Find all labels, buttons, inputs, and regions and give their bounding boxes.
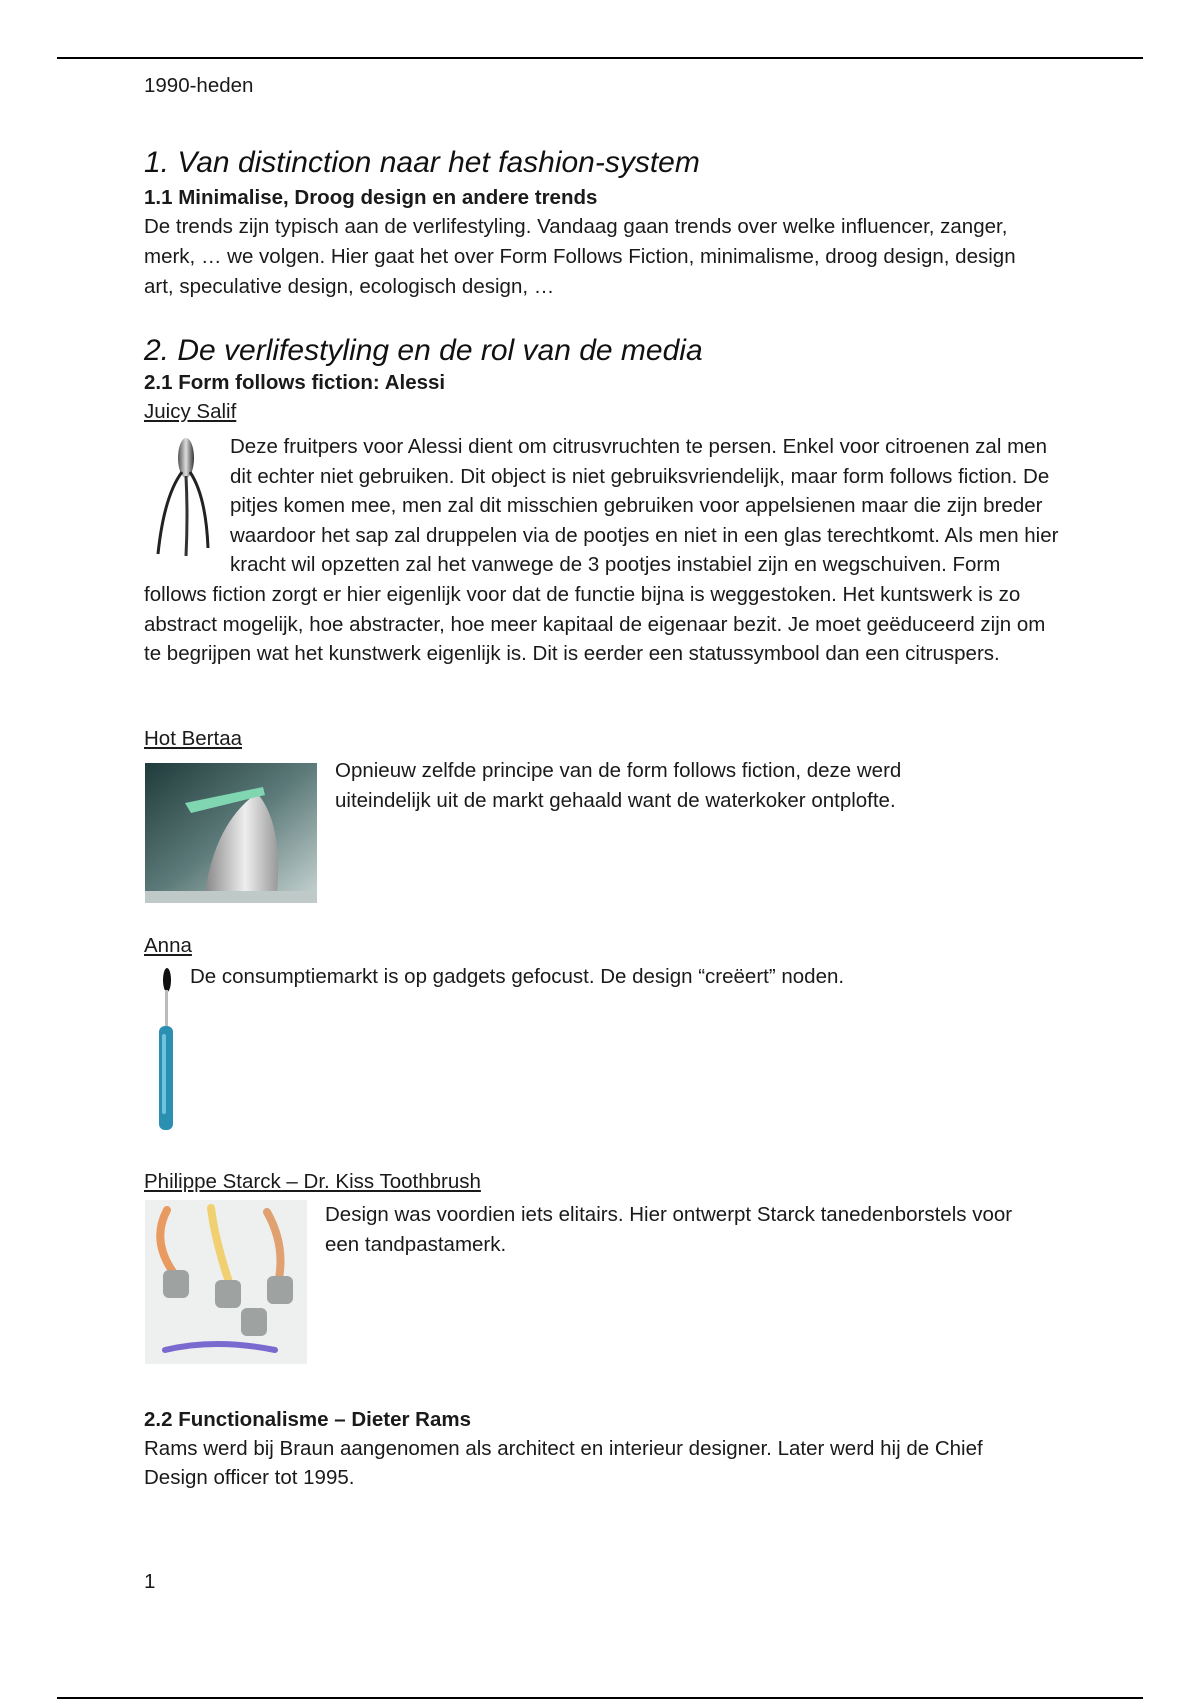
hot-bertaa-text: Opnieuw zelfde principe van de form follows fiction, deze werd uiteindelijk uit de markt gehaald want de waterkoker ontplofte. (335, 759, 902, 812)
page-number: 1 (144, 1570, 156, 1593)
subsection-2-2-title: 2.2 Functionalisme – Dieter Rams (144, 1408, 471, 1431)
bottom-rule (57, 1697, 1143, 1699)
starck-text: Design was voordien iets elitairs. Hier ontwerpt Starck tanedenborstels voor een tandpastamerk. (325, 1203, 1013, 1256)
subsection-2-1-title: 2.1 Form follows fiction: Alessi (144, 371, 446, 394)
anna-label: Anna (144, 934, 192, 957)
section-1-title: 1. Van distinction naar het fashion-system (144, 146, 700, 179)
section-2-title: 2. De verlifestyling en de rol van de media (144, 334, 703, 367)
document-header: 1990-heden (144, 74, 254, 97)
juicy-salif-block (144, 432, 1064, 669)
juicy-salif-text: Deze fruitpers voor Alessi dient om citrusvruchten te persen. Enkel voor citroenen zal men dit echter niet gebruiken. Dit object is niet gebruiksvriendelijk, maar form follows fiction. De pitjes komen mee, men zal dit misschien gebruiken voor appelsienen maar die zijn breder waardoor het sap zal druppelen via de pootjes en niet in een glas terechtkomt. Als men hier kracht wil opzetten zal het vanwege de 3 pootjes instabiel zijn en wegschuiven. Form follows fiction zorgt er hier eigenlijk voor dat de functie bijna is weggestoken. Het kuntswerk is zo abstract mogelijk, hoe abstracter, hoe meer kapitaal de eigenaar bezit. Je moet geëduceerd zijn om te begrijpen wat het kunstwerk eigenlijk is. Dit is eerder een statussymbool dan een citruspers. (144, 435, 1059, 666)
starck-image (145, 1200, 307, 1364)
juicy-salif-image (144, 436, 230, 560)
top-rule (57, 57, 1143, 59)
subsection-1-1-title: 1.1 Minimalise, Droog design en andere trends (144, 186, 598, 209)
hot-bertaa-label: Hot Bertaa (144, 727, 242, 750)
juicy-salif-label: Juicy Salif (144, 400, 237, 423)
starck-label: Philippe Starck – Dr. Kiss Toothbrush (144, 1170, 481, 1193)
subsection-1-1-text: De trends zijn typisch aan de verlifestyling. Vandaag gaan trends over welke influencer, zanger, merk, … we volgen. Hier gaat het over Form Follows Fiction, minimalisme, droog design, design art, speculative design, ecologisch design, … (144, 215, 1016, 298)
hot-bertaa-image (145, 763, 317, 903)
subsection-2-2-text: Rams werd bij Braun aangenomen als architect en interieur designer. Later werd hij de Chief Design officer tot 1995. (144, 1437, 983, 1489)
anna-image (150, 964, 180, 1132)
anna-text: De consumptiemarkt is op gadgets gefocust. De design “creëert” noden. (190, 965, 845, 988)
